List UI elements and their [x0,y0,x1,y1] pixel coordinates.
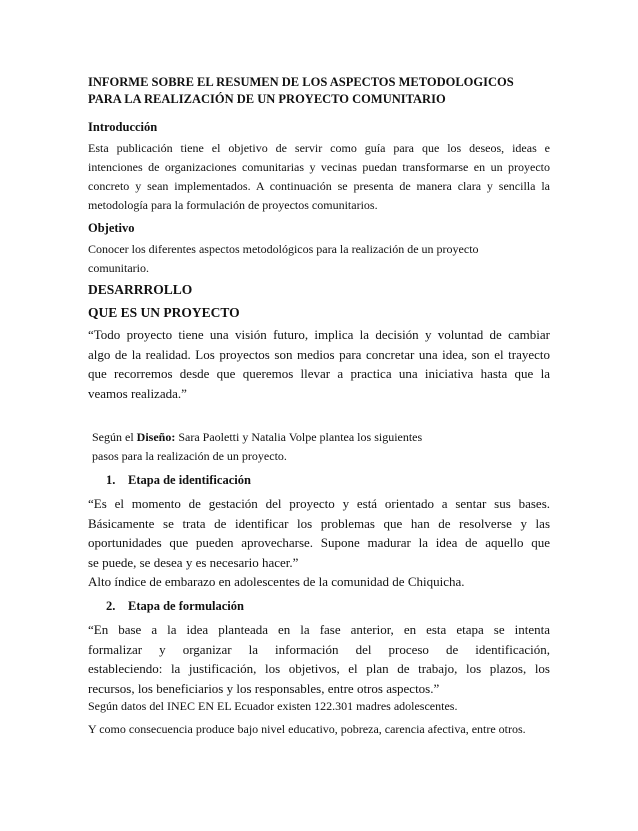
objective-paragraph [88,240,550,278]
step1-heading [106,472,568,488]
development-heading: DESARRROLLO [88,282,193,297]
paragraph-line: concreto y sean implementados. A continuación se presenta de manera clara y sencilla la [88,179,550,193]
paragraph-line: se puede, se desea y es necesario hacer.” [88,554,299,570]
paragraph-line: “Todo proyecto tiene una visión futuro, implica la decisión y voluntad de cambiar [88,327,550,342]
title-line: PARA LA REALIZACIÓN DE UN PROYECTO COMUNITARIO [88,92,446,106]
paragraph-line: “En base a la idea planteada en la fase anterior, en esta etapa se intenta [88,622,550,637]
paragraph-line: “Es el momento de gestación del proyecto y está orientado a sentar sus bases. [88,496,550,511]
paragraph-line: Básicamente se trata de identificar los problemas que han de resolverse y las [88,515,550,531]
paragraph-line: recursos, los beneficiarios y los responsables, entre otros aspectos.” [88,680,440,696]
design-post: Sara Paoletti y Natalia Volpe plantea los siguientes [175,430,423,444]
paragraph-line: metodología para la formulación de proyectos comunitarios. [88,198,378,212]
step1-quote [88,494,550,572]
design-pre: Según el [92,430,137,444]
paragraph-line: estableciendo: la justificación, los objetivos, el plan de trabajo, los plazos, los [88,661,550,676]
list-number: 1. [106,473,116,487]
paragraph-line: Esta publicación tiene el objetivo de servir como guía para que los deseos, ideas e [88,141,550,155]
intro-paragraph [88,139,550,215]
list-number: 2. [106,599,116,613]
paragraph-line [92,428,472,447]
paragraph-line: intenciones de organizaciones comunitarias y vecinas puedan transformarse en un proyecto [88,160,550,174]
paragraph-line: oportunidades que pueden aprovecharse. Supone madurar la idea de aquello que [88,535,550,550]
step2-heading [106,598,568,614]
project-quote [88,325,550,403]
paragraph-line: pasos para la realización de un proyecto. [92,449,287,463]
consequence-statement: Y como consecuencia produce bajo nivel educativo, pobreza, carencia afectiva, entre otros. [88,722,526,736]
what-is-project-heading: QUE ES UN PROYECTO [88,305,240,320]
inec-statement: Según datos del INEC EN EL Ecuador existen 122.301 madres adolescentes. [88,699,458,713]
step1-note: Alto índice de embarazo en adolescentes de la comunidad de Chiquicha. [88,574,465,589]
paragraph-line: comunitario. [88,261,149,275]
design-bold: Diseño: [136,430,176,444]
paragraph-line: que recorremos desde que queremos llevar a practica una iniciativa hasta que la [88,366,550,381]
paragraph-line: algo de la realidad. Los proyectos son medios para concretar una idea, son el trayecto [88,346,550,362]
objective-heading: Objetivo [88,221,135,235]
intro-heading: Introducción [88,120,158,134]
paragraph-line: Conocer los diferentes aspectos metodológicos para la realización de un proyecto [88,242,479,256]
paragraph-line: formalizar y organizar la información del proceso de identificación, [88,641,550,657]
list-label: Etapa de identificación [128,473,251,487]
design-paragraph [92,428,472,466]
title-line: INFORME SOBRE EL RESUMEN DE LOS ASPECTOS METODOLOGICOS [88,75,514,89]
document-title [88,74,550,108]
list-label: Etapa de formulación [128,599,244,613]
paragraph-line: veamos realizada.” [88,385,187,401]
step2-quote [88,620,550,698]
